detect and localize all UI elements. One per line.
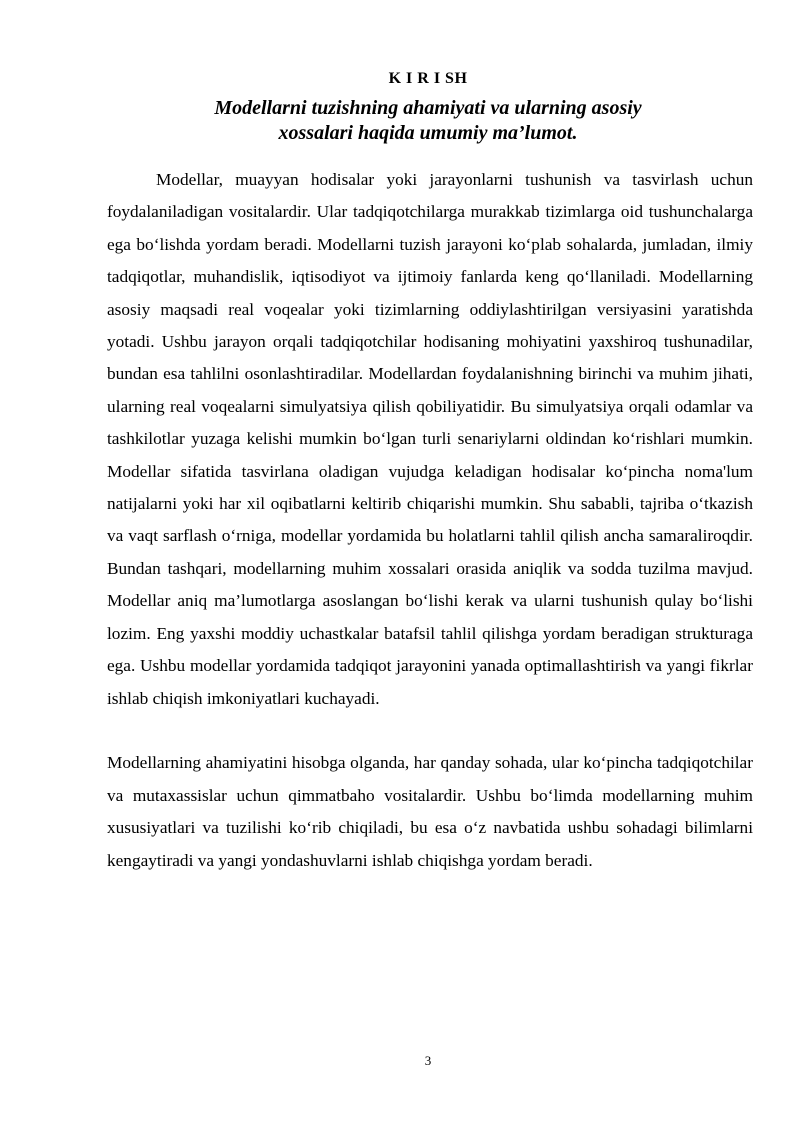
section-heading: K I R I SH xyxy=(388,70,468,87)
section-subtitle xyxy=(0,96,800,146)
page-number: 3 xyxy=(424,1053,432,1068)
subtitle-line-1: Modellarni tuzishning ahamiyati va ularning asosiy xyxy=(214,97,642,119)
body-text xyxy=(107,164,753,877)
subtitle-line-2: xossalari haqida umumiy ma’lumot. xyxy=(278,122,578,144)
paragraph-2: Modellarning ahamiyatini hisobga olganda, har qanday sohada, ular ko‘pincha tadqiqotchilar va mutaxassislar uchun qimmatbaho vositalardir. Ushbu bo‘limda modellarning muhim xususiyatlari va tuzilishi ko‘rib chiqiladi, bu esa o‘z navbatida ushbu sohadagi bilimlarni kengaytiradi va yangi yondashuvlarni ishlab chiqishga yordam beradi. xyxy=(107,753,753,870)
paragraph-1: Modellar, muayyan hodisalar yoki jarayonlarni tushunish va tasvirlash uchun foydalaniladigan vositalardir. Ular tadqiqotchilarga murakkab tizimlarga oid tushunchalarga ega bo‘lishda yordam beradi. Modellarni tuzish jarayoni ko‘plab sohalarda, jumladan, ilmiy tadqiqotlar, muhandislik, iqtisodiyot va ijtimoiy fanlarda keng qo‘llaniladi. Modellarning asosiy maqsadi real voqealar yoki tizimlarning oddiylashtirilgan versiyasini yaratishda yotadi. Ushbu jarayon orqali tadqiqotchilar hodisaning mohiyatini yaxshiroq tushunadilar, bundan esa tahlilni osonlashtiradilar. Modellardan foydalanishning birinchi va muhim jihati, ularning real voqealarni simulyatsiya qilish qobiliyatidir. Bu simulyatsiya orqali odamlar va tashkilotlar yuzaga kelishi mumkin bo‘lgan turli senariylarni oldindan ko‘rishlari mumkin. Modellar sifatida tasvirlana oladigan vujudga keladigan hodisalar ko‘pincha noma'lum natijalarni yoki har xil oqibatlarni keltirib chiqarishi mumkin. Shu sababli, tajriba o‘tkazish va vaqt sarflash o‘rniga, modellar yordamida bu holatlarni tahlil qilish ancha samaraliroqdir. Bundan tashqari, modellarning muhim xossalari orasida aniqlik va sodda tuzilma mavjud. Modellar aniq ma’lumotlarga asoslangan bo‘lishi kerak va ularni tushunish qulay bo‘lishi lozim. Eng yaxshi moddiy uchastkalar batafsil tahlil qilishga yordam beradigan strukturaga ega. Ushbu modellar yordamida tadqiqot jarayonini yanada optimallashtirish va yangi fikrlar ishlab chiqish imkoniyatlari kuchayadi. xyxy=(107,170,753,708)
